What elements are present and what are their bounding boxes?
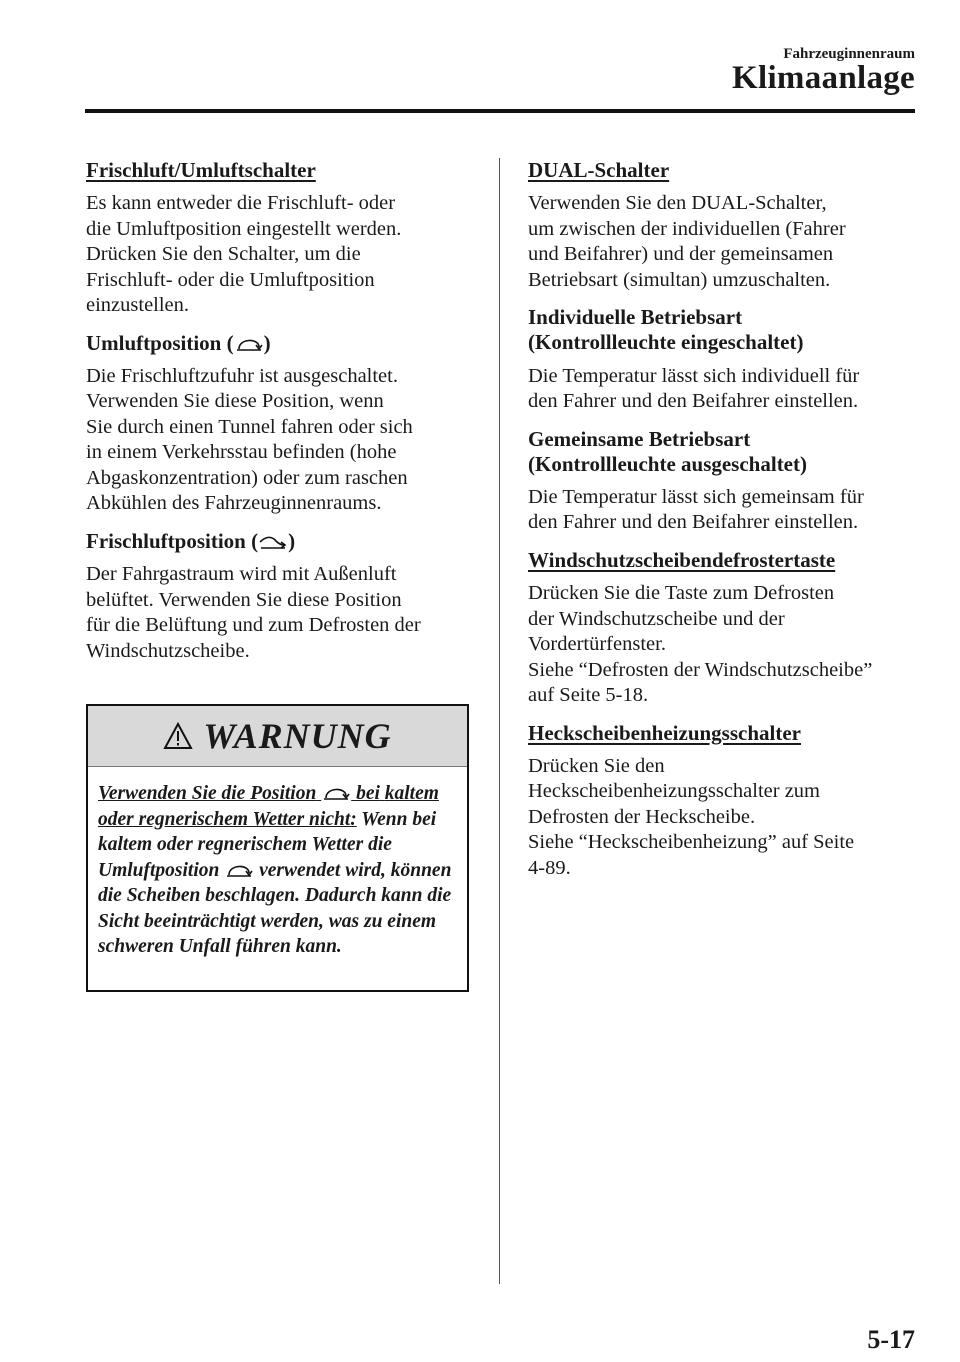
warning-box: [86, 704, 469, 992]
heading-umluftposition-text: Umluftposition (: [86, 330, 234, 355]
heading-umluftposition-close: ): [263, 330, 271, 355]
paragraph-gemeinsame-betriebsart: Die Temperatur lässt sich gemeinsam für den Fahrer und den Beifahrer einstellen.: [528, 485, 864, 534]
header-section-label: Fahrzeuginnenraum: [783, 46, 915, 62]
heading-frischluftposition-text: Frischluftposition (: [86, 528, 259, 553]
section-heckscheibenheizungsschalter: [528, 721, 918, 882]
section-individuelle-betriebsart: [528, 305, 918, 414]
paragraph-frischluft-umluftschalter: Es kann entweder die Frischluft- oder die Umluftposition eingestellt werden. Drücken Sie den Schalter, um die Frischluft- oder die Umluftposition einzustellen.: [86, 192, 402, 317]
heading-individuelle-betriebsart: Individuelle Betriebsart (Kontrollleuchte eingeschaltet): [528, 305, 804, 355]
paragraph-frischluftposition: Der Fahrgastraum wird mit Außenluft belüftet. Verwenden Sie diese Position für die Belüftung und zum Defrosten der Windschutzscheibe.: [86, 563, 421, 662]
heading-frischluftposition: [86, 529, 471, 554]
heading-gemeinsame-betriebsart: Gemeinsame Betriebsart (Kontrollleuchte ausgeschaltet): [528, 426, 807, 476]
heading-windschutzscheibendefrostertaste: Windschutzscheibendefrostertaste: [528, 547, 836, 572]
fresh-air-icon: [258, 533, 288, 551]
warning-header: [88, 706, 467, 767]
section-umluftposition: [86, 331, 471, 517]
heading-dual-schalter: DUAL-Schalter: [528, 158, 670, 182]
warning-triangle-icon: [163, 722, 193, 750]
warning-lead-bei: bei: [356, 783, 380, 804]
warning-text-end: verwendet wird, können die Scheiben beschlagen. Dadurch kann die Sicht beeinträchtigt werden, was zu einem schweren Unfall führen kann.: [98, 859, 452, 957]
left-column: [86, 158, 471, 676]
heading-frischluft-umluftschalter: Frischluft/Umluftschalter: [86, 158, 316, 182]
heading-frischluftposition-close: ): [288, 528, 296, 553]
section-dual-schalter: [528, 158, 918, 293]
section-frischluft-umluftschalter: [86, 158, 471, 319]
paragraph-umluftposition: Die Frischluftzufuhr ist ausgeschaltet. Verwenden Sie diese Position, wenn Sie durch einen Tunnel fahren oder sich in einem Verkehrsstau befinden (hohe Abgaskonzentration) oder zum raschen Abkühlen des Fahrzeuginnenraums.: [86, 364, 413, 515]
column-divider: [499, 158, 500, 1284]
paragraph-dual-schalter: Verwenden Sie den DUAL-Schalter, um zwischen der individuellen (Fahrer und Beifahrer) und der gemeinsamen Betriebsart (simultan) umzuschalten.: [528, 192, 846, 291]
recirculation-icon: [321, 784, 351, 802]
page-number: 5-17: [867, 1325, 915, 1354]
page-title: Klimaanlage: [732, 60, 915, 96]
paragraph-windschutzscheibendefrostertaste: Drücken Sie die Taste zum Defrosten der Windschutzscheibe und der Vordertürfenster. Siehe “Defrosten der Windschutzscheibe” auf Seite 5-18.: [528, 582, 873, 707]
section-windschutzscheibendefrostertaste: [528, 548, 918, 709]
warning-lead-end: kaltem oder regnerischem Wetter nicht:: [98, 783, 439, 830]
warning-body: [88, 767, 467, 960]
warning-title: WARNUNG: [203, 716, 392, 756]
right-column: [528, 158, 918, 893]
paragraph-heckscheibenheizungsschalter: Drücken Sie den Heckscheibenheizungsschalter zum Defrosten der Heckscheibe. Siehe “Heckscheibenheizung” auf Seite 4-89.: [528, 754, 855, 879]
section-frischluftposition: [86, 529, 471, 664]
warning-lead-start: Verwenden Sie die Position: [98, 783, 317, 804]
heading-heckscheibenheizungsschalter: Heckscheibenheizungsschalter: [528, 720, 801, 745]
paragraph-individuelle-betriebsart: Die Temperatur lässt sich individuell für den Fahrer und den Beifahrer einstellen.: [528, 364, 860, 413]
heading-umluftposition: [86, 331, 471, 356]
section-gemeinsame-betriebsart: [528, 427, 918, 536]
recirculation-icon: [234, 335, 264, 353]
warning-text-start: Wenn bei kaltem oder regnerischem Wetter die Umluftposition: [98, 808, 437, 881]
header-rule: [85, 109, 915, 113]
recirculation-icon: [224, 861, 254, 879]
